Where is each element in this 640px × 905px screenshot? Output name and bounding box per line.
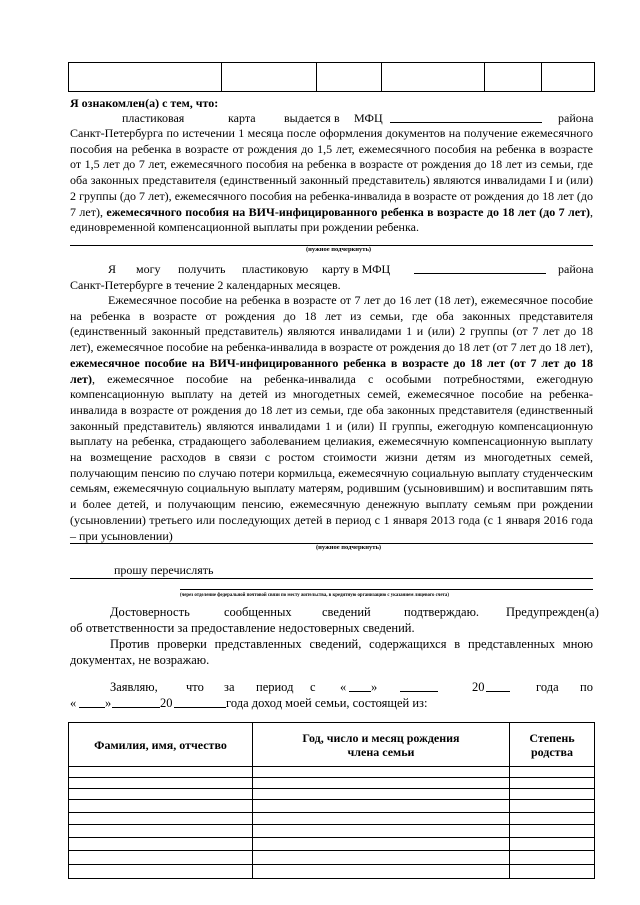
table-cell[interactable] — [69, 865, 253, 879]
ack-word: района — [558, 111, 594, 125]
year-prefix: 20 — [160, 696, 173, 710]
table-row — [69, 851, 595, 865]
declare-word: за — [224, 680, 235, 694]
table-header-row — [69, 723, 595, 767]
quote-open: « — [340, 680, 347, 694]
table-cell[interactable] — [253, 813, 510, 825]
header-full-name: Фамилия, имя, отчество — [69, 723, 253, 767]
can-word: получить — [178, 262, 226, 276]
can-text: Ежемесячное пособие на ребенка в возрасте от 7 лет до 16 лет (18 лет), ежемесячное пособие на ребенка в возрасте от рождения до 18 лет из семьи, где оба законных представителя (единственный законный представитель) являются инвалидами 1 и (или) 2 группы (от 7 лет до 18 лет), ежемесячное пособие на ребенка-инвалида в возрасте от рождения до 18 лет (от 7 лет до 18 лет), — [70, 293, 593, 355]
table-cell[interactable] — [382, 63, 485, 92]
year-prefix: 20 — [472, 680, 485, 694]
family-table — [68, 722, 595, 879]
table-cell[interactable] — [253, 825, 510, 838]
table-cell[interactable] — [253, 778, 510, 789]
table-cell[interactable] — [69, 851, 253, 865]
declare-word: года — [536, 680, 559, 694]
ack-word: карта — [228, 111, 256, 125]
top-table — [68, 62, 595, 92]
underline-hint: (нужное подчеркнуть) — [316, 544, 382, 551]
table-row — [69, 778, 595, 789]
confirm-word: Предупрежден(а) — [506, 605, 599, 619]
declare-first-line — [70, 680, 593, 696]
confirm-word: сведений — [322, 605, 371, 619]
transfer-label: прошу перечислять — [114, 563, 214, 577]
can-word: могу — [136, 262, 161, 276]
table-cell[interactable] — [317, 63, 382, 92]
confirm-word: Достоверность — [110, 605, 190, 619]
declare-tail: года доход моей семьи, состоящей из: — [226, 696, 428, 710]
table-cell[interactable] — [510, 767, 595, 778]
declare-word: по — [580, 680, 593, 694]
confirm-second-line: об ответственности за предоставление недостоверных сведений. — [70, 621, 415, 635]
table-cell[interactable] — [69, 813, 253, 825]
table-cell[interactable] — [253, 767, 510, 778]
table-cell[interactable] — [253, 800, 510, 813]
quote-open: « — [70, 696, 77, 710]
can-paragraph — [70, 293, 593, 544]
can-word: района — [558, 262, 594, 276]
declare-word: что — [186, 680, 204, 694]
header-relationship: Степень родства — [510, 723, 595, 767]
quote-close: » — [105, 696, 112, 710]
start-year-field[interactable] — [486, 680, 510, 692]
ack-text: , единовременной компенсационной выплаты при рождении ребенка. — [70, 204, 593, 235]
ack-word: пластиковая — [122, 111, 185, 125]
table-row — [69, 789, 595, 800]
table-row — [69, 838, 595, 851]
table-cell[interactable] — [510, 851, 595, 865]
end-year-field[interactable] — [174, 696, 226, 708]
table-row — [69, 825, 595, 838]
table-cell[interactable] — [69, 767, 253, 778]
table-cell[interactable] — [69, 838, 253, 851]
can-second-line: Санкт-Петербурге в течение 2 календарных месяцев. — [70, 278, 341, 292]
declare-word: Заявляю, — [110, 680, 158, 694]
table-cell[interactable] — [510, 865, 595, 879]
start-month-field[interactable] — [400, 680, 438, 692]
ack-title: Я ознакомлен(а) с тем, что: — [70, 96, 219, 110]
table-cell[interactable] — [69, 800, 253, 813]
table-cell[interactable] — [510, 838, 595, 851]
table-cell[interactable] — [253, 865, 510, 879]
table-cell[interactable] — [69, 825, 253, 838]
ack-paragraph — [70, 126, 593, 236]
underline-hint: (нужное подчеркнуть) — [306, 246, 372, 253]
ack-word: МФЦ — [354, 111, 383, 125]
can-word: карту в МФЦ — [322, 262, 391, 276]
table-cell[interactable] — [542, 63, 595, 92]
table-cell[interactable] — [253, 851, 510, 865]
verify-paragraph: Против проверки представленных сведений, содержащихся в представленных мною документах, не возражаю. — [70, 637, 593, 667]
table-cell[interactable] — [510, 813, 595, 825]
divider — [180, 589, 593, 590]
can-first-line — [70, 262, 593, 278]
table-cell[interactable] — [510, 825, 595, 838]
confirm-word: сообщенных — [224, 605, 292, 619]
transfer-hint: (через отделение федеральной почтовой связи по месту жительства, в кредитную организацию с указанием лицевого счета) — [180, 593, 449, 598]
ack-word: выдается — [284, 111, 331, 125]
table-cell[interactable] — [69, 778, 253, 789]
ack-bold-text: ежемесячного пособия на ВИЧ-инфицированного ребенка в возрасте до 18 лет (до 7 лет) — [106, 204, 590, 219]
table-cell[interactable] — [485, 63, 542, 92]
table-row — [69, 865, 595, 879]
table-cell[interactable] — [510, 789, 595, 800]
table-cell[interactable] — [69, 63, 222, 92]
district-field[interactable] — [414, 262, 546, 274]
declare-word: период — [256, 680, 294, 694]
ack-text: Санкт-Петербурга по истечении 1 месяца после оформления документов на получение ежемесячного пособия на ребенка в возрасте от рождения до 1,5 лет, ежемесячного пособия на ребенка в возрасте от 1,5 лет до 7 лет, ежемесячного пособия на ребенка в возрасте от рождения до 18 лет из семьи, где оба законных представителя (единственный законный представитель) являются инвалидами I и (или) 2 группы (до 7 лет), ежемесячного пособия на ребенка-инвалида в возрасте от рождения до 18 лет (до 7 лет), — [70, 126, 593, 219]
district-field[interactable] — [390, 111, 542, 123]
confirm-first-line — [70, 605, 599, 621]
table-row — [69, 63, 595, 92]
declare-word: с — [310, 680, 316, 694]
table-row — [69, 800, 595, 813]
ack-word: в — [334, 111, 340, 125]
end-day-field[interactable] — [79, 696, 105, 708]
confirm-word: подтверждаю. — [404, 605, 480, 619]
start-day-field[interactable] — [349, 680, 371, 692]
table-cell[interactable] — [510, 800, 595, 813]
can-word: Я — [108, 262, 117, 276]
can-text: , ежемесячное пособие на ребенка-инвалида с особыми потребностями, ежегодную компенсационную выплату на детей из многодетных семей, ежемесячное пособие на ребенка-инвалида в возрасте от рождения до 18 лет из семьи, где оба законных представителя (единственный законный представитель) являются инвалидами 1 и (или) II группы, ежегодную компенсационную выплату на ребенка, страдающего заболеванием целиакия, ежемесячную компенсационную выплату на возмещение расходов в связи с ростом стоимости жизни детям из многодетных семей, получающим пенсию по случаю потери кормильца, ежемесячную социальную выплату студенческим семьям, ежемесячную социальную выплату матерям, родившим (усыновившим) и воспитавшим пять и более детей, и получающим пенсию, ежемесячную денежную выплату семьям при рождении (усыновлении) третьего или последующих детей в период с 1 января 2013 года (с 1 января 2016 года – при усыновлении) — [70, 371, 593, 543]
table-row — [69, 767, 595, 778]
declare-second-line — [70, 696, 593, 712]
table-row — [69, 813, 595, 825]
table-cell[interactable] — [253, 789, 510, 800]
table-cell[interactable] — [510, 778, 595, 789]
transfer-field[interactable] — [70, 578, 593, 579]
table-cell[interactable] — [69, 789, 253, 800]
table-cell[interactable] — [253, 838, 510, 851]
header-birth-date: Год, число и месяц рождения члена семьи — [253, 723, 510, 767]
end-month-field[interactable] — [112, 696, 160, 708]
table-cell[interactable] — [222, 63, 317, 92]
can-bold-text: ежемесячное пособие на ВИЧ-инфицированного ребенка в возрасте до 18 лет (от 7 лет до 18 лет) — [70, 355, 593, 386]
quote-close: » — [371, 680, 378, 694]
ack-first-line — [70, 111, 593, 127]
can-word: пластиковую — [242, 262, 309, 276]
